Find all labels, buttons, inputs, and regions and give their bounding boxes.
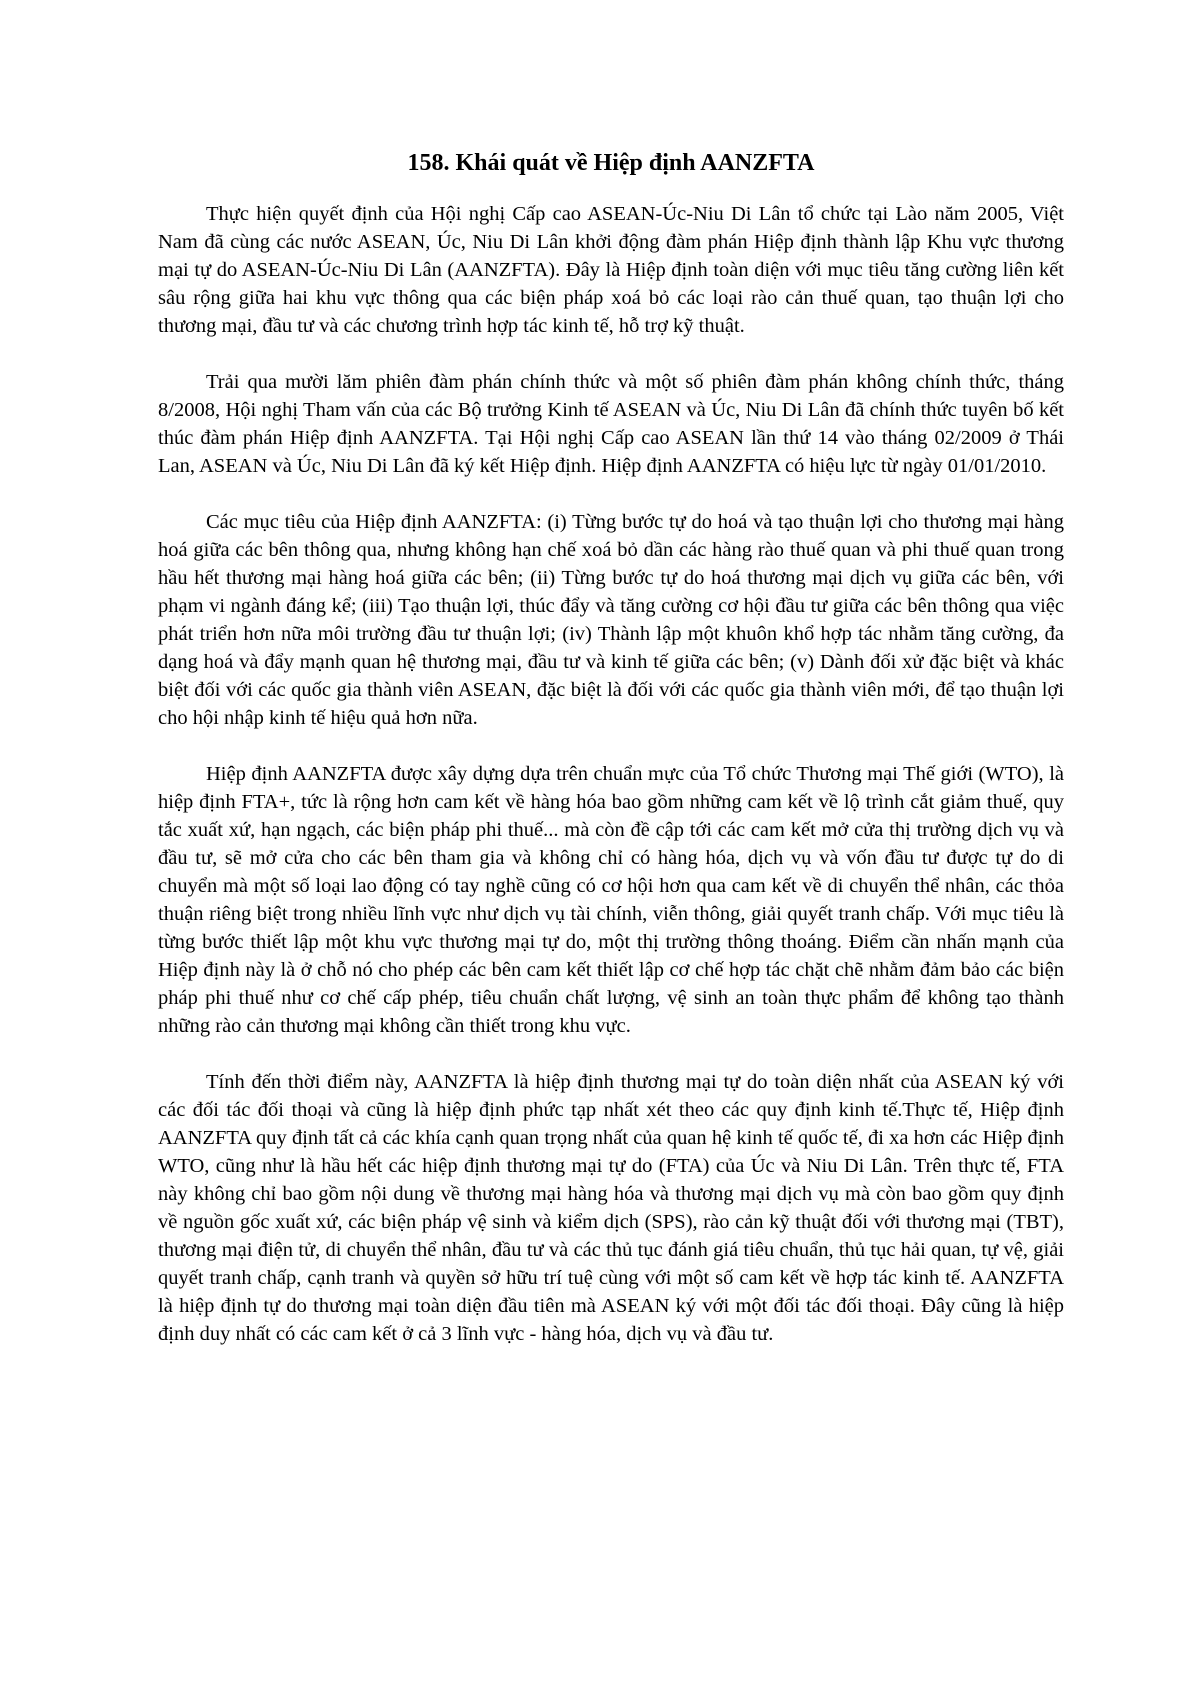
paragraph-wto-basis: Hiệp định AANZFTA được xây dựng dựa trên chuẩn mực của Tổ chức Thương mại Thế giới (WTO), là hiệp định FTA+, tức là rộng hơn cam kết về hàng hóa bao gồm những cam kết về lộ trình cắt giảm thuế, quy tắc xuất xứ, hạn ngạch, các biện pháp phi thuế... mà còn đề cập tới các cam kết mở cửa thị trường dịch vụ và đầu tư, sẽ mở cửa cho các bên tham gia và không chỉ có hàng hóa, dịch vụ và vốn đầu tư được tự do di chuyển mà một số loại lao động có tay nghề cũng có cơ hội hơn qua cam kết về di chuyển thể nhân, các thỏa thuận riêng biệt trong nhiều lĩnh vực như dịch vụ tài chính, viễn thông, giải quyết tranh chấp. Với mục tiêu là từng bước thiết lập một khu vực thương mại tự do, một thị trường thông thoáng. Điểm cần nhấn mạnh của Hiệp định này là ở chỗ nó cho phép các bên cam kết thiết lập cơ chế hợp tác chặt chẽ nhằm đảm bảo các biện pháp phi thuế như cơ chế cấp phép, tiêu chuẩn chất lượng, vệ sinh an toàn thực phẩm để không tạo thành những rào cản thương mại không cần thiết trong khu vực. <box>158 763 1064 1037</box>
paragraph-background: Thực hiện quyết định của Hội nghị Cấp cao ASEAN-Úc-Niu Di Lân tổ chức tại Lào năm 2005, Việt Nam đã cùng các nước ASEAN, Úc, Niu Di Lân khởi động đàm phán Hiệp định thành lập Khu vực thương mại tự do ASEAN-Úc-Niu Di Lân (AANZFTA). Đây là Hiệp định toàn diện với mục tiêu tăng cường liên kết sâu rộng giữa hai khu vực thông qua các biện pháp xoá bỏ các loại rào cản thuế quan, tạo thuận lợi cho thương mại, đầu tư và các chương trình hợp tác kinh tế, hỗ trợ kỹ thuật. <box>158 203 1064 337</box>
page-title: 158. Khái quát về Hiệp định AANZFTA <box>407 150 815 176</box>
document-body <box>158 148 1064 1376</box>
paragraph-negotiation-history: Trải qua mười lăm phiên đàm phán chính thức và một số phiên đàm phán không chính thức, tháng 8/2008, Hội nghị Tham vấn của các Bộ trưởng Kinh tế ASEAN và Úc, Niu Di Lân đã chính thức tuyên bố kết thúc đàm phán Hiệp định AANZFTA. Tại Hội nghị Cấp cao ASEAN lần thứ 14 vào tháng 02/2009 ở Thái Lan, ASEAN và Úc, Niu Di Lân đã ký kết Hiệp định. Hiệp định AANZFTA có hiệu lực từ ngày 01/01/2010. <box>158 371 1064 477</box>
paragraph-comprehensiveness: Tính đến thời điểm này, AANZFTA là hiệp định thương mại tự do toàn diện nhất của ASEAN ký với các đối tác đối thoại và cũng là hiệp định phức tạp nhất xét theo các quy định kinh tế.Thực tế, Hiệp định AANZFTA quy định tất cả các khía cạnh quan trọng nhất của quan hệ kinh tế quốc tế, đi xa hơn các Hiệp định WTO, cũng như là hầu hết các hiệp định thương mại tự do (FTA) của Úc và Niu Di Lân. Trên thực tế, FTA này không chỉ bao gồm nội dung về thương mại hàng hóa và thương mại dịch vụ mà còn bao gồm quy định về nguồn gốc xuất xứ, các biện pháp vệ sinh và kiểm dịch (SPS), rào cản kỹ thuật đối với thương mại (TBT), thương mại điện tử, di chuyển thể nhân, đầu tư và các thủ tục đánh giá tiêu chuẩn, thủ tục hải quan, tự vệ, giải quyết tranh chấp, cạnh tranh và quyền sở hữu trí tuệ cùng với một số cam kết về hợp tác kinh tế. AANZFTA là hiệp định tự do thương mại toàn diện đầu tiên mà ASEAN ký với một đối tác đối thoại. Đây cũng là hiệp định duy nhất có các cam kết ở cả 3 lĩnh vực - hàng hóa, dịch vụ và đầu tư. <box>158 1071 1064 1345</box>
paragraph-objectives: Các mục tiêu của Hiệp định AANZFTA: (i) Từng bước tự do hoá và tạo thuận lợi cho thương mại hàng hoá giữa các bên thông qua, nhưng không hạn chế xoá bỏ dần các hàng rào thuế quan và phi thuế quan trong hầu hết thương mại hàng hoá giữa các bên; (ii) Từng bước tự do hoá thương mại dịch vụ giữa các bên, với phạm vi ngành đáng kể; (iii) Tạo thuận lợi, thúc đẩy và tăng cường cơ hội đầu tư giữa các bên thông qua việc phát triển hơn nữa môi trường đầu tư thuận lợi; (iv) Thành lập một khuôn khổ hợp tác nhằm tăng cường, đa dạng hoá và đẩy mạnh quan hệ thương mại, đầu tư và kinh tế giữa các bên; (v) Dành đối xử đặc biệt và khác biệt đối với các quốc gia thành viên ASEAN, đặc biệt là đối với các quốc gia thành viên mới, để tạo thuận lợi cho hội nhập kinh tế hiệu quả hơn nữa. <box>158 511 1064 729</box>
